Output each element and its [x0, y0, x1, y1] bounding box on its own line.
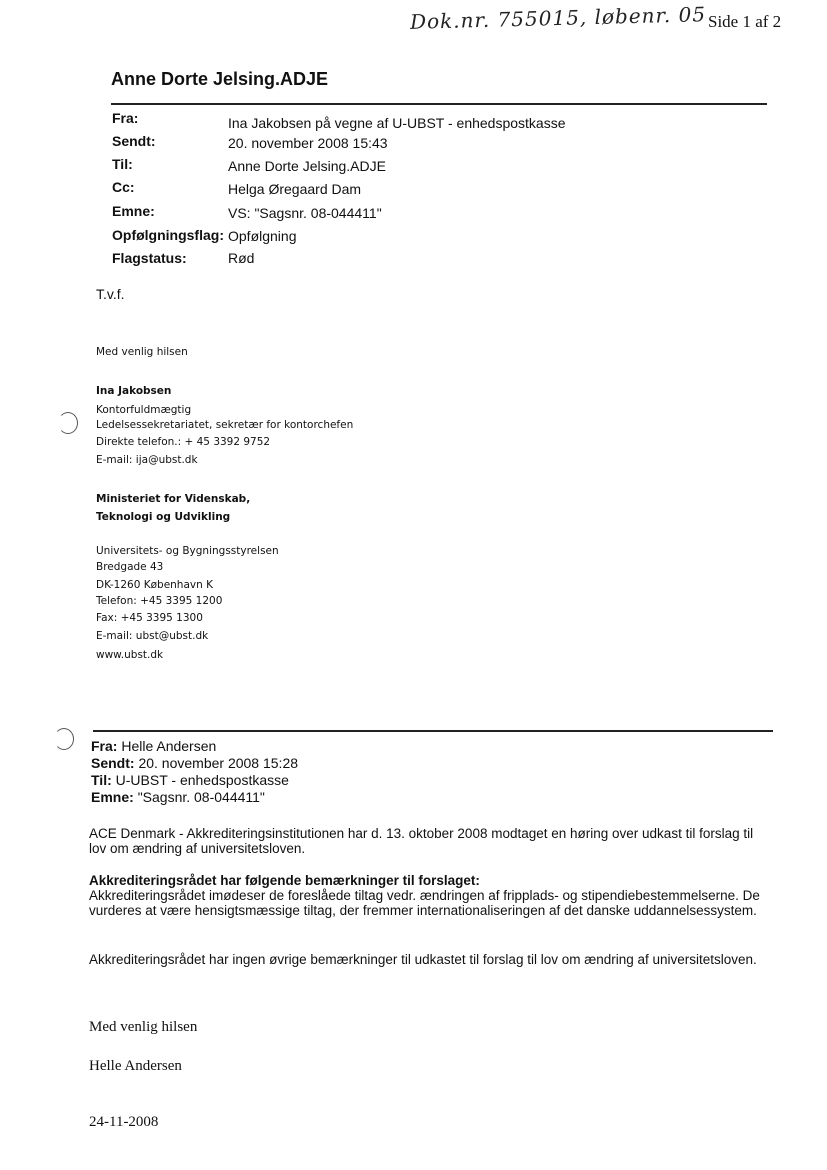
- header-value-followup-flag: Opfølgning: [228, 228, 297, 244]
- forward-from: [91, 738, 216, 754]
- forward-from-value: Helle Andersen: [121, 738, 217, 754]
- forward-paragraph-2: Akkrediteringsrådet imødeser de foreslåede tiltag vedr. ændringen af fripplads- og stipendiebestemmelserne. De vurderes at være hensigtsmæssige tiltag, der fremmer internationaliseringen af det danske uddannelsessystem.: [89, 888, 760, 918]
- punch-hole-mark: [58, 412, 78, 434]
- signature-greeting: Med venlig hilsen: [96, 346, 188, 358]
- header-label-flag-status: Flagstatus:: [112, 250, 187, 266]
- agency-fax: Fax: +45 3395 1300: [96, 612, 203, 624]
- page-number: Side 1 af 2: [708, 12, 782, 31]
- forward-divider: [93, 730, 773, 732]
- header-label-followup-flag: Opfølgningsflag:: [112, 227, 224, 243]
- header-value-cc: Helga Øregaard Dam: [228, 181, 362, 197]
- forward-subject: [91, 789, 265, 805]
- forward-to-value: U-UBST - enhedspostkasse: [115, 772, 289, 788]
- header-value-from: Ina Jakobsen på vegne af U-UBST - enhedspostkasse: [228, 115, 566, 131]
- agency-email: E-mail: ubst@ubst.dk: [96, 630, 209, 642]
- signature-name: Ina Jakobsen: [96, 385, 172, 397]
- agency-website: www.ubst.dk: [96, 649, 164, 661]
- handwritten-document-number: Dok.nr. 755015, løbenr. 05: [409, 2, 707, 34]
- forward-signer: Helle Andersen: [89, 1058, 182, 1074]
- signature-email: E-mail: ija@ubst.dk: [96, 454, 198, 466]
- forward-paragraph-1: ACE Denmark - Akkrediteringsinstitutionen har d. 13. oktober 2008 modtaget en høring over udkast til forslag til lov om ændring af universitetsloven.: [89, 826, 754, 856]
- signature-department: Ledelsessekretariatet, sekretær for kontorchefen: [96, 419, 354, 431]
- forward-remarks-heading: Akkrediteringsrådet har følgende bemærkninger til forslaget:: [89, 873, 480, 888]
- header-label-from: Fra:: [112, 110, 139, 126]
- header-label-to: Til:: [112, 156, 133, 172]
- forward-sent-label: Sendt:: [91, 755, 135, 771]
- header-value-sent: 20. november 2008 15:43: [228, 135, 388, 151]
- forward-paragraph-3: Akkrediteringsrådet har ingen øvrige bemærkninger til udkastet til forslag til lov om ændring af universitetsloven.: [89, 952, 757, 967]
- forward-closing: Med venlig hilsen: [89, 1019, 198, 1035]
- agency-telephone: Telefon: +45 3395 1200: [96, 595, 223, 607]
- header-label-sent: Sendt:: [112, 133, 156, 149]
- forward-to: [91, 772, 289, 788]
- header-value-subject: VS: "Sagsnr. 08-044411": [228, 205, 382, 221]
- header-divider: [111, 103, 767, 105]
- forward-subject-value: "Sagsnr. 08-044411": [137, 789, 265, 805]
- punch-hole-mark: [54, 728, 74, 750]
- forward-to-label: Til:: [91, 772, 112, 788]
- document-date: 24-11-2008: [89, 1114, 159, 1130]
- header-value-to: Anne Dorte Jelsing.ADJE: [228, 158, 386, 174]
- mailbox-owner: Anne Dorte Jelsing.ADJE: [111, 69, 329, 89]
- agency-name: Universitets- og Bygningsstyrelsen: [96, 545, 279, 557]
- header-value-flag-status: Rød: [228, 250, 255, 266]
- forward-from-label: Fra:: [91, 738, 118, 754]
- forward-subject-label: Emne:: [91, 789, 134, 805]
- agency-city: DK-1260 København K: [96, 579, 213, 591]
- header-label-subject: Emne:: [112, 203, 155, 219]
- agency-street: Bredgade 43: [96, 561, 164, 573]
- forward-sent: [91, 755, 298, 771]
- ministry-name-line1: Ministeriet for Videnskab,: [96, 493, 251, 505]
- signature-title: Kontorfuldmægtig: [96, 404, 192, 416]
- forward-sent-value: 20. november 2008 15:28: [138, 755, 299, 771]
- signature-phone: Direkte telefon.: + 45 3392 9752: [96, 436, 271, 448]
- message-body-intro: T.v.f.: [96, 286, 125, 302]
- ministry-name-line2: Teknologi og Udvikling: [96, 511, 231, 523]
- header-label-cc: Cc:: [112, 179, 135, 195]
